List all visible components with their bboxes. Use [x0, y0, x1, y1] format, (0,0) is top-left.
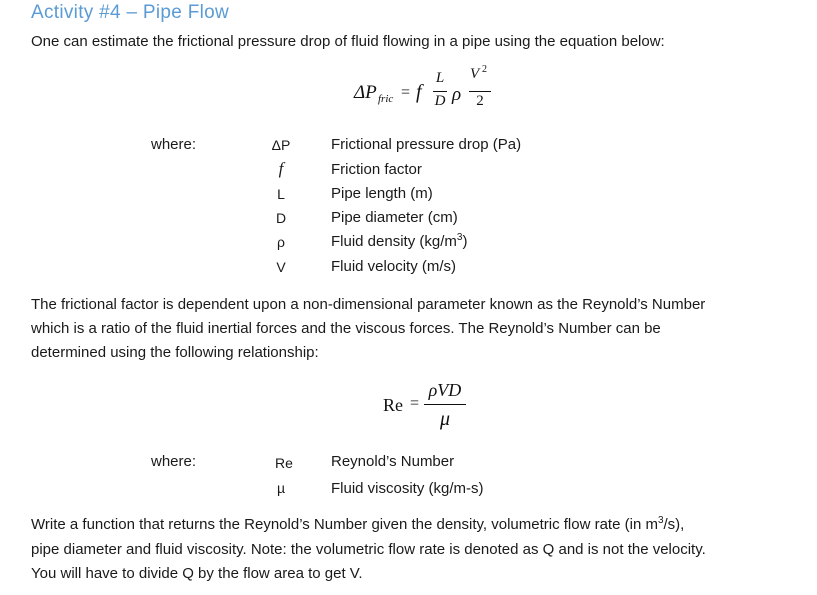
task-line-2: pipe diameter and fluid viscosity. Note: the volumetric flow rate is denoted as Q and is not the velocity. — [31, 541, 706, 558]
eq1-v: V — [470, 66, 480, 82]
var-definition: Frictional pressure drop (Pa) — [331, 136, 522, 153]
eq1-D: D — [434, 93, 446, 109]
eq2-numerator: ρVD — [428, 380, 462, 400]
var-definition: Pipe diameter (cm) — [331, 209, 458, 226]
eq1-equals: = — [401, 84, 411, 101]
where-label: where: — [151, 136, 197, 153]
var-definition-density: Fluid density $(kg/m^3)$ — [331, 232, 468, 250]
eq1-delta-p: ΔP — [354, 82, 377, 103]
var-symbol: ρ — [277, 234, 285, 250]
eq1-fraction-bar-2 — [469, 91, 491, 92]
eq2-equals: = — [410, 395, 420, 412]
intro-text: One can estimate the frictional pressure drop of fluid flowing in a pipe using the equation below: — [31, 33, 665, 50]
eq2-re: Re — [383, 395, 403, 415]
eq1-two: 2 — [476, 93, 484, 109]
var-symbol: V — [276, 259, 286, 275]
var-definition-re: Reynold’s Number — [331, 453, 455, 470]
eq1-fraction-bar-1 — [433, 91, 447, 92]
var-symbol-re: Re — [275, 455, 293, 471]
var-symbol: f — [278, 159, 284, 178]
eq1-rho: ρ — [452, 84, 462, 105]
var-definition: Friction factor — [331, 161, 422, 178]
reynolds-intro-line: The frictional factor is dependent upon a non-dimensional parameter known as the Reynold’s Number — [31, 296, 706, 313]
eq1-subscript-fric: fric — [378, 93, 394, 105]
var-definition: Fluid velocity (m/s) — [331, 258, 457, 275]
var-symbol: D — [275, 210, 287, 226]
reynolds-intro-line: determined using the following relationship: — [31, 344, 319, 361]
reynolds-intro-line: which is a ratio of the fluid inertial forces and the viscous forces. The Reynold’s Number can be — [31, 320, 661, 337]
task-line-1: Write a function that returns the Reynold’s Number given the density, volumetric flow rate (in $m^3/s$), — [31, 515, 685, 533]
eq1-L: L — [435, 70, 445, 86]
var-symbol-mu: µ — [276, 480, 286, 496]
task-line-3: You will have to divide Q by the flow area to get V. — [31, 565, 363, 582]
var-symbol: L — [277, 186, 285, 202]
where-label-2: where: — [151, 453, 197, 470]
eq1-v-exponent: 2 — [482, 64, 487, 75]
eq2-fraction-bar — [424, 404, 466, 405]
eq2-denominator: μ — [439, 408, 451, 430]
var-symbol: ΔP — [271, 137, 291, 153]
page-title: Activity #4 – Pipe Flow — [31, 2, 230, 23]
eq1-f: f — [416, 81, 422, 103]
var-definition: Pipe length (m) — [331, 185, 433, 202]
var-definition-mu: Fluid viscosity (kg/m-s) — [331, 480, 484, 497]
